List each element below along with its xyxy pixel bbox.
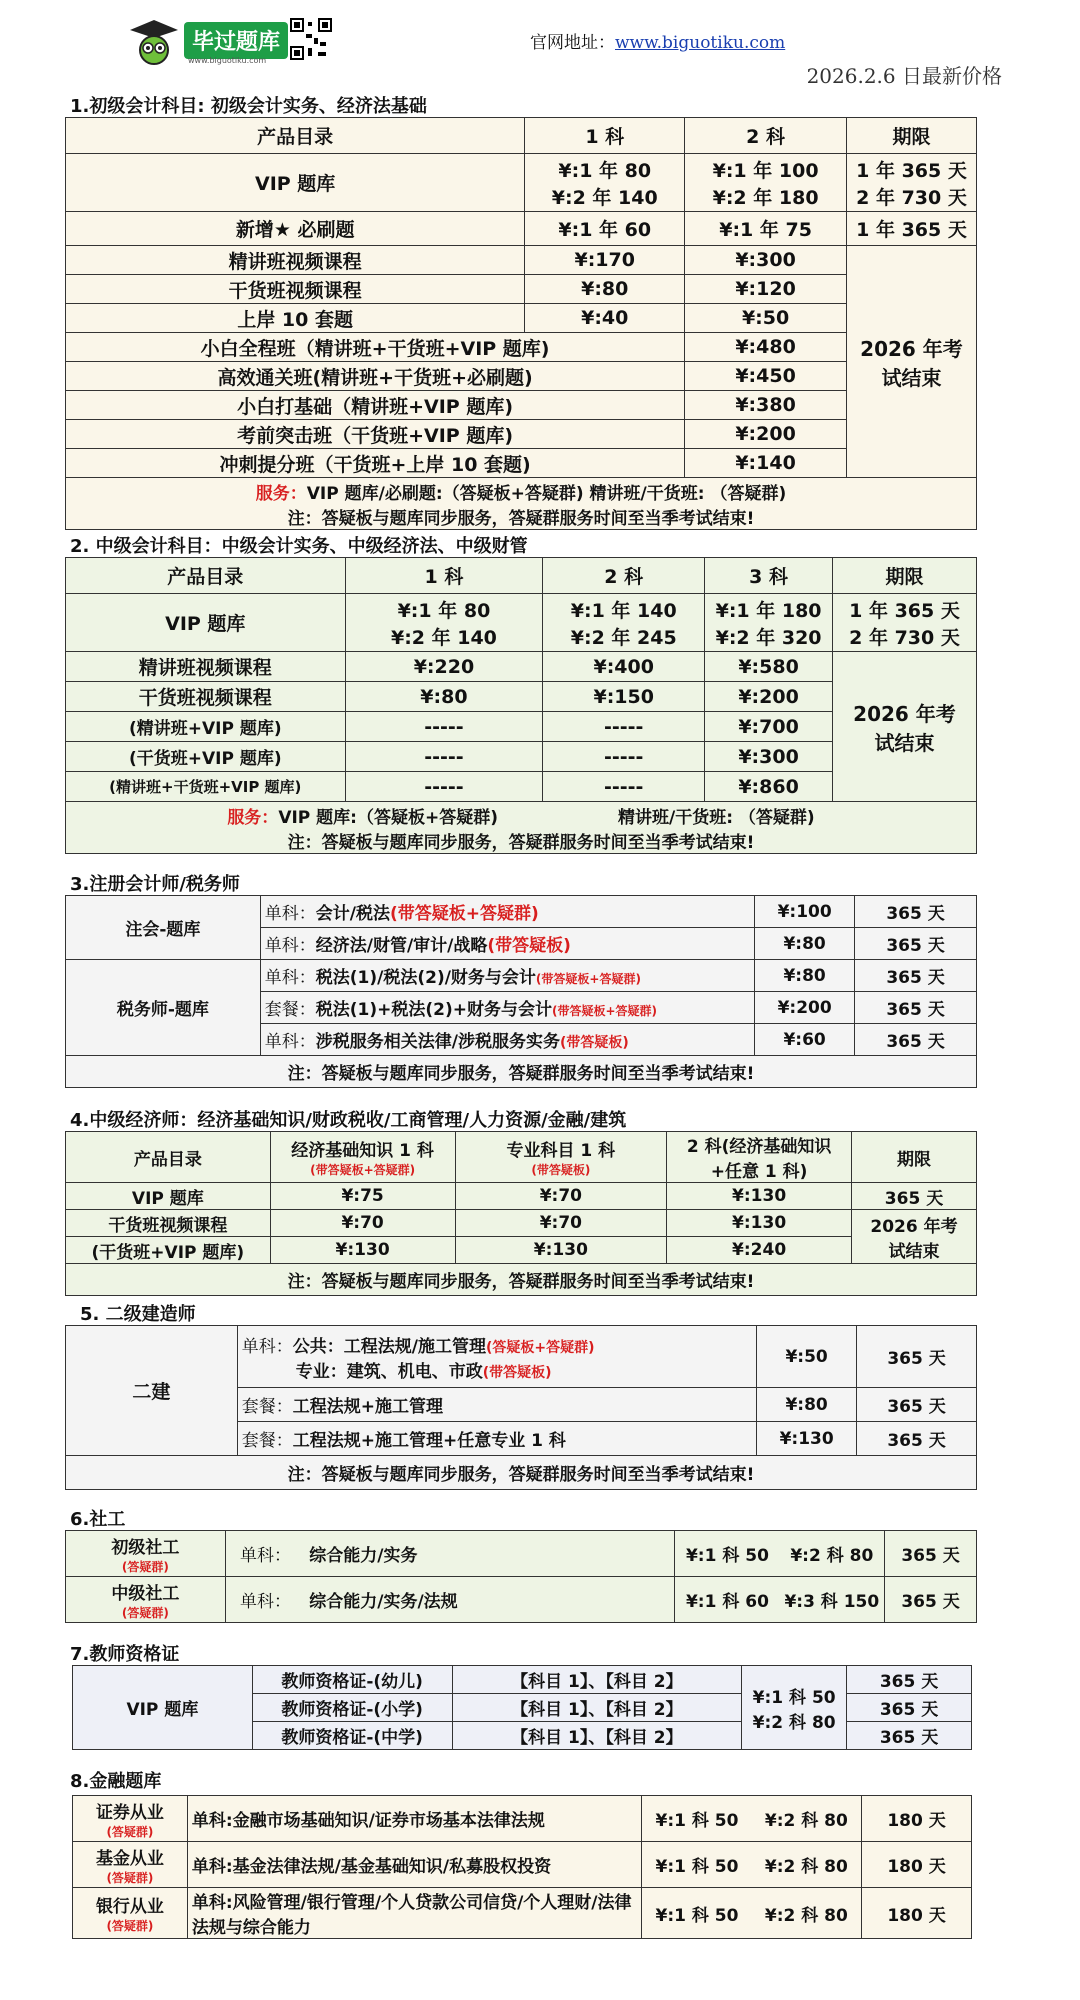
table-row xyxy=(66,1326,977,1388)
subject-cell: 单科:基金法律法规/基金基础知识/私募股权投资 xyxy=(187,1842,641,1888)
table-row xyxy=(66,896,977,928)
product-name: 基金从业 (答疑群) xyxy=(73,1842,188,1888)
price-cell: ¥:1 科 50 xyxy=(675,1531,780,1577)
page-header xyxy=(0,0,1080,95)
service-tag: (答疑板+答疑群) xyxy=(486,1339,595,1356)
price-cell: ¥:450 xyxy=(685,362,847,391)
product-name: 中级社工 (答疑群) xyxy=(66,1577,226,1623)
note-text: 注：答疑板与题库同步服务，答疑群服务时间至当季考试结束! xyxy=(287,508,755,529)
kind-label: 单科： xyxy=(225,1577,305,1623)
service-label: 服务： xyxy=(227,807,279,828)
table-row xyxy=(66,154,977,212)
period-cell: 365 天 xyxy=(885,1577,977,1623)
price-cell: ¥:70 xyxy=(455,1183,667,1210)
period-cell: 365 天 xyxy=(857,1326,977,1388)
table-row xyxy=(66,420,977,449)
period-cell: 365 天 xyxy=(855,960,977,992)
note-row xyxy=(66,1264,977,1296)
header-cell: 产品目录 xyxy=(66,1132,271,1183)
price-cell: ¥:80 xyxy=(755,928,855,960)
table-row xyxy=(73,1796,972,1842)
table-row xyxy=(66,246,977,275)
product-name: 小白打基础（精讲班+VIP 题库) xyxy=(66,391,685,420)
table-row xyxy=(66,275,977,304)
table-row xyxy=(66,1531,977,1577)
price-cell: ¥:1 年 80 ¥:2 年 140 xyxy=(525,154,685,212)
header-cell: 2 科 xyxy=(543,558,705,594)
price-cell: ¥:130 xyxy=(757,1422,857,1456)
subject-cell: 【科目 1】、【科目 2】 xyxy=(452,1722,742,1750)
price-cell: ----- xyxy=(543,712,705,742)
price-cell: ¥:1 年 100 ¥:2 年 180 xyxy=(685,154,847,212)
price-cell: ¥:220 xyxy=(345,652,543,682)
product-name: 精讲班视频课程 xyxy=(66,652,346,682)
service-tag: (带答疑板) xyxy=(487,936,571,956)
service-tag: (答疑群) xyxy=(106,1824,154,1839)
header-cell: 产品目录 xyxy=(66,558,346,594)
subject-cell: 综合能力/实务 xyxy=(305,1531,675,1577)
price-cell: ¥:1 年 75 xyxy=(685,212,847,246)
service-tag: (带答疑板+答疑群) xyxy=(389,904,539,924)
price-cell: ¥:1 科 50 ¥:2 科 80 xyxy=(742,1666,847,1750)
price-cell: ----- xyxy=(345,772,543,802)
group-name: 二建 xyxy=(66,1326,238,1456)
product-name: 小白全程班（精讲班+干货班+VIP 题库) xyxy=(66,333,685,362)
header-cell: 产品目录 xyxy=(66,118,525,154)
price-cell: ----- xyxy=(345,712,543,742)
note-text: 注：答疑板与题库同步服务，答疑群服务时间至当季考试结束! xyxy=(66,1264,977,1296)
subject-cell: 单科:风险管理/银行管理/个人贷款公司信贷/个人理财/法律法规与综合能力 xyxy=(187,1888,641,1939)
price-cell: ¥:50 xyxy=(757,1326,857,1388)
period-cell: 365 天 xyxy=(847,1666,972,1694)
product-name: 干货班视频课程 xyxy=(66,682,346,712)
product-name: 单科：涉税服务相关法律/涉税服务实务(带答疑板) xyxy=(260,1024,754,1056)
economist-table xyxy=(65,1131,977,1296)
service-label: 服务： xyxy=(255,483,307,504)
product-name: 新增★ 必刷题 xyxy=(66,212,525,246)
price-cell: ¥:300 xyxy=(705,742,833,772)
period-cell: 1 年 365 天 2 年 730 天 xyxy=(847,154,977,212)
table-row xyxy=(66,1210,977,1237)
product-name: 单科：会计/税法(带答疑板+答疑群) xyxy=(260,896,754,928)
table-row xyxy=(66,1237,977,1264)
period-cell: 365 天 xyxy=(855,928,977,960)
price-cell: ¥:400 xyxy=(543,652,705,682)
service-tag: (答疑群) xyxy=(121,1605,169,1620)
price-cell: ----- xyxy=(543,772,705,802)
price-cell: ¥:100 xyxy=(755,896,855,928)
service-tag: (答疑群) xyxy=(106,1870,154,1885)
price-cell: ¥:240 xyxy=(667,1237,852,1264)
period-cell: 2026 年考试结束 xyxy=(833,652,977,802)
price-cell: ¥:860 xyxy=(705,772,833,802)
header-cell: 2 科 xyxy=(685,118,847,154)
price-cell: ¥:130 xyxy=(455,1237,667,1264)
subject-cell: 【科目 1】、【科目 2】 xyxy=(452,1694,742,1722)
social-worker-table xyxy=(65,1530,977,1623)
table-row xyxy=(73,1888,972,1939)
period-cell: 180 天 xyxy=(862,1888,972,1939)
header-cell: 期限 xyxy=(847,118,977,154)
teacher-cert-table xyxy=(72,1665,972,1750)
product-name: 精讲班视频课程 xyxy=(66,246,525,275)
website-link[interactable]: www.biguotiku.com xyxy=(615,33,786,53)
price-cell: ¥:130 xyxy=(667,1183,852,1210)
price-cell: ¥:200 xyxy=(755,992,855,1024)
table-row xyxy=(73,1842,972,1888)
price-cell: ¥:1 年 140 ¥:2 年 245 xyxy=(543,594,705,652)
period-cell: 180 天 xyxy=(862,1796,972,1842)
table-row xyxy=(66,333,977,362)
product-name: 干货班视频课程 xyxy=(66,275,525,304)
subject-cell: 【科目 1】、【科目 2】 xyxy=(452,1666,742,1694)
price-cell: ¥:130 xyxy=(270,1237,455,1264)
period-cell: 365 天 xyxy=(857,1388,977,1422)
finance-table xyxy=(72,1795,972,1939)
period-cell: 1 年 365 天 xyxy=(847,212,977,246)
section-8-title: 8.金融题库 xyxy=(70,1771,162,1792)
group-name: 注会-题库 xyxy=(66,896,261,960)
period-cell: 2026 年考试结束 xyxy=(852,1210,977,1264)
price-date: 2026.2.6 日最新价格 xyxy=(806,64,1002,88)
table-header-row xyxy=(66,118,977,154)
product-name: 教师资格证-(小学) xyxy=(252,1694,452,1722)
subject-cell: 单科:金融市场基础知识/证券市场基本法律法规 xyxy=(187,1796,641,1842)
header-cell: 期限 xyxy=(833,558,977,594)
table-row xyxy=(66,212,977,246)
price-cell: ¥:1 科 60 xyxy=(675,1577,780,1623)
product-name: 初级社工 (答疑群) xyxy=(66,1531,226,1577)
product-name: 高效通关班(精讲班+干货班+必刷题) xyxy=(66,362,685,391)
service-note-row xyxy=(66,802,977,854)
service-tag: (带答疑板+答疑群) xyxy=(310,1163,416,1177)
header-cell: 2 科(经济基础知识 +任意 1 科) xyxy=(667,1132,852,1183)
product-name: 教师资格证-(中学) xyxy=(252,1722,452,1750)
header-cell: 期限 xyxy=(852,1132,977,1183)
price-cell: ¥:580 xyxy=(705,652,833,682)
section-1-title: 1.初级会计科目: 初级会计实务、经济法基础 xyxy=(70,96,427,117)
product-name: (干货班+VIP 题库) xyxy=(66,1237,271,1264)
price-cell: ¥:1 年 180 ¥:2 年 320 xyxy=(705,594,833,652)
product-name: 考前突击班（干货班+VIP 题库) xyxy=(66,420,685,449)
product-name: 证券从业 (答疑群) xyxy=(73,1796,188,1842)
price-cell: ¥:40 xyxy=(525,304,685,333)
product-name: 套餐：税法(1)+税法(2)+财务与会计(带答疑板+答疑群) xyxy=(260,992,754,1024)
price-cell: ¥:300 xyxy=(685,246,847,275)
product-name: 套餐：工程法规+施工管理 xyxy=(237,1388,756,1422)
table-row xyxy=(66,1183,977,1210)
price-cell: ¥:200 xyxy=(685,420,847,449)
period-cell: 180 天 xyxy=(862,1842,972,1888)
service-note: 服务：VIP 题库/必刷题:（答疑板+答疑群) 精讲班/干货班: （答疑群) 注：答疑板与题库同步服务，答疑群服务时间至当季考试结束! xyxy=(66,478,977,530)
section-6-title: 6.社工 xyxy=(70,1509,126,1530)
table-row xyxy=(66,1577,977,1623)
logo-text: 毕过题库 xyxy=(184,22,288,59)
price-cell: ¥:70 xyxy=(270,1210,455,1237)
price-cell: ¥:1 科 50 xyxy=(642,1796,752,1842)
logo-subtext: www.biguotiku.com xyxy=(188,56,267,65)
group-name: VIP 题库 xyxy=(73,1666,253,1750)
period-cell: 365 天 xyxy=(847,1722,972,1750)
note-row xyxy=(66,1456,977,1490)
price-cell: ¥:480 xyxy=(685,333,847,362)
product-name: VIP 题库 xyxy=(66,154,525,212)
period-cell: 365 天 xyxy=(855,896,977,928)
price-cell: ¥:140 xyxy=(685,449,847,478)
price-cell: ----- xyxy=(543,742,705,772)
table-row xyxy=(66,449,977,478)
owl-graduate-icon xyxy=(128,18,180,66)
price-cell: ¥:80 xyxy=(345,682,543,712)
product-name: (干货班+VIP 题库) xyxy=(66,742,346,772)
section-4-title: 4.中级经济师：经济基础知识/财政税收/工商管理/人力资源/金融/建筑 xyxy=(70,1110,627,1131)
product-name: 干货班视频课程 xyxy=(66,1210,271,1237)
table-row xyxy=(73,1666,972,1694)
section-3-title: 3.注册会计师/税务师 xyxy=(70,874,240,895)
table-row xyxy=(66,304,977,333)
price-cell: ----- xyxy=(345,742,543,772)
product-name: 银行从业 (答疑群) xyxy=(73,1888,188,1939)
price-cell: ¥:200 xyxy=(705,682,833,712)
product-name: VIP 题库 xyxy=(66,1183,271,1210)
table-row xyxy=(66,652,977,682)
price-cell: ¥:120 xyxy=(685,275,847,304)
header-cell: 1 科 xyxy=(525,118,685,154)
service-tag: (答疑群) xyxy=(106,1919,154,1933)
service-tag: (带答疑板+答疑群) xyxy=(535,972,641,986)
product-name: 单科：公共：工程法规/施工管理(答疑板+答疑群) 专业：建筑、机电、市政(带答疑板) xyxy=(237,1326,756,1388)
service-tag: (答疑群) xyxy=(121,1559,169,1574)
price-cell: ¥:75 xyxy=(270,1183,455,1210)
period-cell: 365 天 xyxy=(857,1422,977,1456)
intermediate-accounting-table xyxy=(65,557,977,854)
service-note-row xyxy=(66,478,977,530)
period-cell: 2026 年考试结束 xyxy=(847,246,977,478)
service-note: 服务：VIP 题库:（答疑板+答疑群) 精讲班/干货班: （答疑群) 注：答疑板与题库同步服务，答疑群服务时间至当季考试结束! xyxy=(66,802,977,854)
table-row xyxy=(66,594,977,652)
product-name: 套餐：工程法规+施工管理+任意专业 1 科 xyxy=(237,1422,756,1456)
service-tag: (带答疑板) xyxy=(482,1364,552,1381)
service-tag: (带答疑板) xyxy=(531,1163,591,1177)
price-cell: ¥:1 年 60 xyxy=(525,212,685,246)
kind-label: 单科： xyxy=(225,1531,305,1577)
price-cell: ¥:380 xyxy=(685,391,847,420)
product-name: 冲刺提分班（干货班+上岸 10 套题) xyxy=(66,449,685,478)
period-cell: 1 年 365 天 2 年 730 天 xyxy=(833,594,977,652)
product-name: (精讲班+干货班+VIP 题库) xyxy=(66,772,346,802)
price-cell: ¥:1 科 50 xyxy=(642,1888,752,1939)
subject-cell: 综合能力/实务/法规 xyxy=(305,1577,675,1623)
product-name: 上岸 10 套题 xyxy=(66,304,525,333)
table-header-row xyxy=(66,1132,977,1183)
price-cell: ¥:130 xyxy=(667,1210,852,1237)
period-cell: 365 天 xyxy=(852,1183,977,1210)
table-header-row xyxy=(66,558,977,594)
website-label: 官网地址： xyxy=(530,33,615,53)
header-cell: 1 科 xyxy=(345,558,543,594)
price-cell: ¥:50 xyxy=(685,304,847,333)
period-cell: 365 天 xyxy=(885,1531,977,1577)
header-cell: 3 科 xyxy=(705,558,833,594)
table-row xyxy=(66,960,977,992)
period-cell: 365 天 xyxy=(847,1694,972,1722)
price-cell: ¥:2 科 80 xyxy=(752,1888,862,1939)
price-cell: ¥:80 xyxy=(757,1388,857,1422)
price-cell: ¥:2 科 80 xyxy=(752,1842,862,1888)
constructor-table xyxy=(65,1325,977,1490)
price-cell: ¥:60 xyxy=(755,1024,855,1056)
table-row xyxy=(66,391,977,420)
product-name: 单科：经济法/财管/审计/战略(带答疑板) xyxy=(260,928,754,960)
price-cell: ¥:150 xyxy=(543,682,705,712)
price-cell: ¥:700 xyxy=(705,712,833,742)
price-cell: ¥:3 科 150 xyxy=(780,1577,885,1623)
junior-accounting-table xyxy=(65,117,977,530)
period-cell: 365 天 xyxy=(855,992,977,1024)
service-tag: (带答疑板) xyxy=(559,1035,629,1051)
group-name: 税务师-题库 xyxy=(66,960,261,1056)
product-name: (精讲班+VIP 题库) xyxy=(66,712,346,742)
section-7-title: 7.教师资格证 xyxy=(70,1644,180,1665)
table-row xyxy=(66,362,977,391)
section-5-title: 5. 二级建造师 xyxy=(80,1304,196,1325)
header-cell: 经济基础知识 1 科 (带答疑板+答疑群) xyxy=(270,1132,455,1183)
note-text: 注：答疑板与题库同步服务，答疑群服务时间至当季考试结束! xyxy=(287,832,755,853)
price-cell: ¥:1 年 80 ¥:2 年 140 xyxy=(345,594,543,652)
cpa-tax-table xyxy=(65,895,977,1088)
price-cell: ¥:2 科 80 xyxy=(780,1531,885,1577)
price-cell: ¥:170 xyxy=(525,246,685,275)
qr-code-icon xyxy=(290,18,332,60)
price-cell: ¥:80 xyxy=(525,275,685,304)
price-cell: ¥:70 xyxy=(455,1210,667,1237)
section-2-title: 2. 中级会计科目：中级会计实务、中级经济法、中级财管 xyxy=(70,536,528,557)
product-name: 教师资格证-(幼儿) xyxy=(252,1666,452,1694)
product-name: 单科：税法(1)/税法(2)/财务与会计(带答疑板+答疑群) xyxy=(260,960,754,992)
price-cell: ¥:80 xyxy=(755,960,855,992)
note-row xyxy=(66,1056,977,1088)
note-text: 注：答疑板与题库同步服务，答疑群服务时间至当季考试结束! xyxy=(66,1456,977,1490)
header-cell: 专业科目 1 科 (带答疑板) xyxy=(455,1132,667,1183)
price-cell: ¥:1 科 50 xyxy=(642,1842,752,1888)
price-cell: ¥:2 科 80 xyxy=(752,1796,862,1842)
period-cell: 365 天 xyxy=(855,1024,977,1056)
service-tag: (带答疑板+答疑群) xyxy=(552,1004,658,1018)
product-name: VIP 题库 xyxy=(66,594,346,652)
website-info xyxy=(530,28,785,53)
note-text: 注：答疑板与题库同步服务，答疑群服务时间至当季考试结束! xyxy=(66,1056,977,1088)
